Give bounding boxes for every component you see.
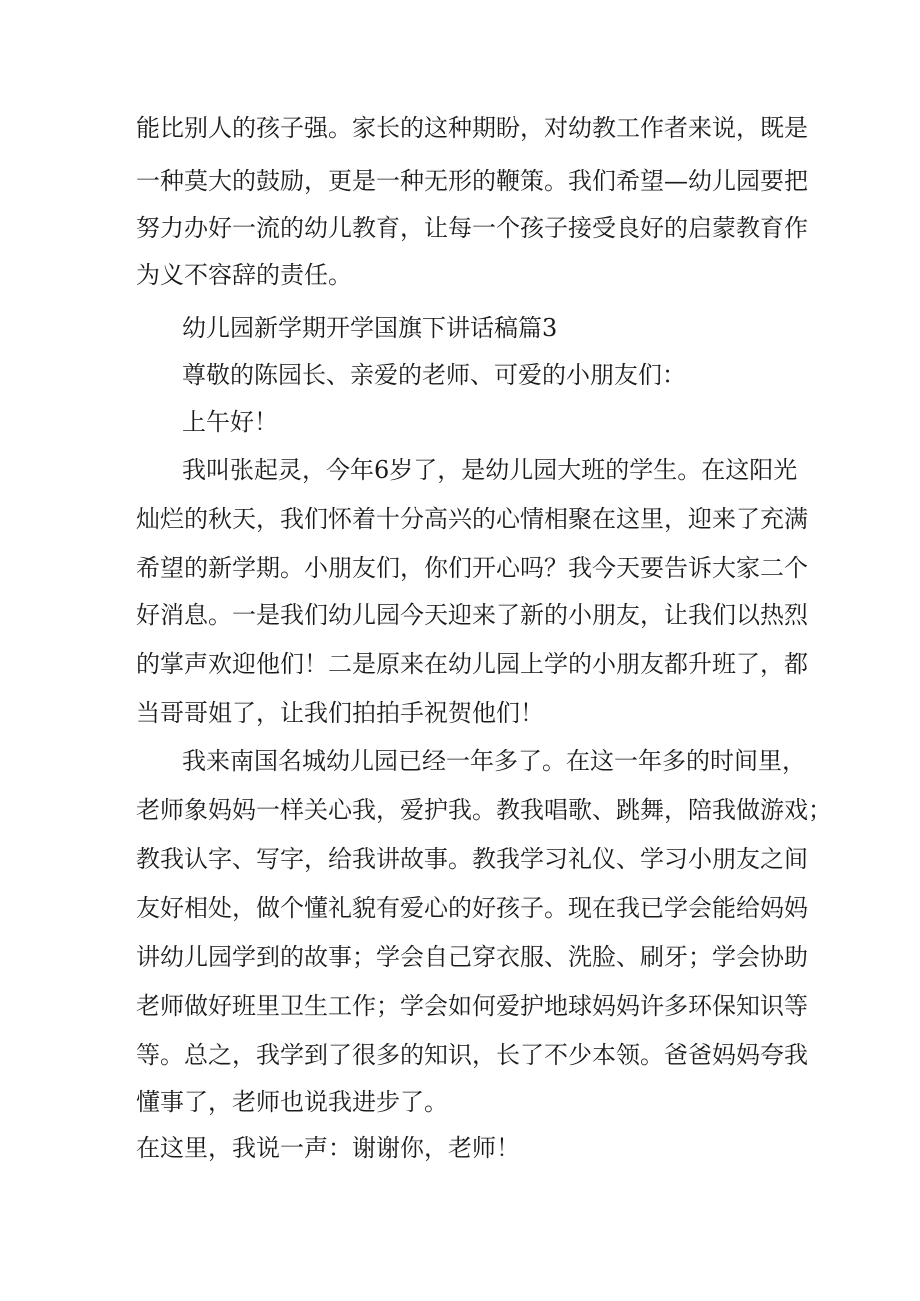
paragraph-line: 灿烂的秋天，我们怀着十分高兴的心情相聚在这里，迎来了充满: [136, 505, 808, 533]
section-title: 幼儿园新学期开学国旗下讲话稿篇3: [182, 314, 558, 342]
paragraph-line: 希望的新学期。小朋友们，你们开心吗？我今天要告诉大家二个: [136, 554, 808, 582]
paragraph-line: 我来南国名城幼儿园已经一年多了。在这一年多的时间里，: [182, 747, 806, 775]
paragraph-line: 等。总之，我学到了很多的知识，长了不少本领。爸爸妈妈夸我: [136, 1041, 808, 1069]
paragraph-line: 一种莫大的鼓励，更是一种无形的鞭策。我们希望—幼儿园要把: [136, 167, 808, 195]
paragraph-line: 老师做好班里卫生工作；学会如何爱护地球妈妈许多环保知识等: [136, 992, 808, 1020]
paragraph-line: 老师象妈妈一样关心我，爱护我。教我唱歌、跳舞，陪我做游戏；: [136, 796, 832, 824]
greeting: 上午好！: [182, 408, 278, 436]
paragraph-line: 我叫张起灵，今年6岁了，是幼儿园大班的学生。在这阳光: [182, 456, 798, 484]
paragraph-line: 的掌声欢迎他们！二是原来在幼儿园上学的小朋友都升班了，都: [136, 650, 808, 678]
paragraph-line: 当哥哥姐了，让我们拍拍手祝贺他们！: [136, 699, 544, 727]
paragraph-line: 为义不容辞的责任。: [136, 261, 352, 289]
paragraph-line: 懂事了，老师也说我进步了。: [136, 1088, 448, 1116]
closing-line: 在这里，我说一声：谢谢你，老师！: [136, 1134, 520, 1162]
paragraph-line: 好消息。一是我们幼儿园今天迎来了新的小朋友，让我们以热烈: [136, 601, 808, 629]
paragraph-line: 讲幼儿园学到的故事；学会自己穿衣服、洗脸、刷牙；学会协助: [136, 943, 808, 971]
paragraph-line: 友好相处，做个懂礼貌有爱心的好孩子。现在我已学会能给妈妈: [136, 894, 808, 922]
paragraph-line: 能比别人的孩子强。家长的这种期盼，对幼教工作者来说，既是: [136, 114, 808, 142]
paragraph-line: 教我认字、写字，给我讲故事。教我学习礼仪、学习小朋友之间: [136, 845, 808, 873]
salutation: 尊敬的陈园长、亲爱的老师、可爱的小朋友们：: [182, 361, 686, 389]
paragraph-line: 努力办好一流的幼儿教育，让每一个孩子接受良好的启蒙教育作: [136, 214, 808, 242]
